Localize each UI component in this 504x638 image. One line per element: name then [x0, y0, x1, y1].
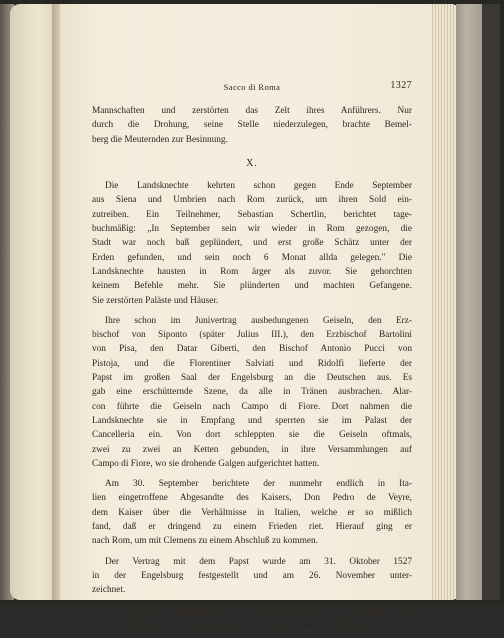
text-line: lien eingetroffene Abgesandte des Kaisers, Don Pedro de Veyre, — [92, 493, 412, 504]
text-line: Papst im großen Saal der Engelsburg an die Deutschen aus. Es — [92, 373, 412, 384]
text-line: von Pisa, den Datar Giberti, den Bischof Antonio Pucci von — [92, 344, 412, 355]
text-line: dem Kaiser über die Verhältnisse in Italien, welche er so mißlich — [92, 507, 412, 518]
cover-board — [456, 4, 482, 600]
text-line: bischof von Siponto (später Julius III.), den Erzbischof Bartolini — [92, 330, 412, 341]
text-line: Der Vertrag mit dem Papst wurde am 31. Oktober 1527 — [105, 556, 412, 567]
text-line: Stadt war noch baß geplündert, und erst große Schätz unter der — [92, 238, 412, 249]
text-line: Cancelleria ein. Von dort schleppten sie die Geiseln oftmals, — [92, 430, 412, 441]
paragraph — [92, 179, 412, 308]
page-number: 1327 — [390, 80, 412, 91]
text-line: aus Siena und Umbrien nach Rom zurück, um ihren Sold ein- — [92, 195, 412, 206]
paragraph — [92, 314, 412, 471]
page-stack-edges — [430, 4, 458, 600]
paragraph — [92, 555, 412, 598]
scan-right-margin — [482, 4, 500, 600]
paragraph — [92, 104, 412, 147]
text-line: Mannschaften und zerstörten das Zelt ihres Anführers. Nur — [92, 106, 412, 116]
text-line: con führte die Geiseln nach Campo di Fiore. Dort nahmen die — [92, 401, 412, 412]
text-block — [92, 80, 412, 638]
text-line: den Kirchenstaat zurückzugeben, unter der Bedingung seiner — [92, 619, 412, 630]
text-line: Pistoja, und die Florentiner Salviati und Ridolfi lieferte der — [92, 358, 412, 369]
text-line: Sie zerstörten Paläste und Häuser. — [92, 295, 219, 306]
text-line: Erden gefunden, und sein noch 6 Monat allda gelegen." Die — [92, 252, 412, 263]
paragraph — [92, 477, 412, 548]
text-line: durch die Drohung, seine Stelle niederzulegen, brachte Bemel- — [92, 120, 412, 131]
paragraph — [92, 604, 412, 633]
text-line: zwei zu zwei an Ketten gebunden, in ihre Versammlungen auf — [92, 444, 412, 455]
text-line: Ihre schon im Junivertrag ausbedungenen Geiseln, den Erz- — [105, 315, 412, 326]
text-line: Campo di Fiore, wo sie drohende Galgen aufgerichtet hatten. — [92, 458, 320, 469]
running-title: Sacco di Roma — [223, 82, 281, 92]
running-header — [92, 80, 412, 94]
text-line: Landsknechte hausten in Rom ärger als zuvor. Sie gehorchten — [92, 266, 412, 277]
text-line: Die Landsknechte kehrten schon gegen Ende September — [105, 181, 412, 192]
text-line: nach Rom, um mit Clemens zu einem Abschluß zu kommen. — [92, 536, 318, 547]
text-line: Der Kaiser verpflichtete sich, dem Papste die Freiheit und — [105, 605, 412, 616]
text-line: zeichnet. — [92, 585, 126, 596]
text-line: Landsknechte sie in Empfang und sperrten sie im Palast der — [92, 415, 412, 426]
text-line: gab eine erschütternde Szene, da alle in Tränen ausbrachen. Alar- — [92, 387, 412, 398]
text-line: buchmäßig: „In September sein wir wieder in Rom gezogen, die — [92, 224, 412, 235]
text-line: in der Engelsburg festgestellt und am 26. November unter- — [92, 570, 412, 581]
text-line: keinem Befehle mehr. Sie plünderten und machten Gefangene. — [92, 281, 412, 292]
section-heading: X. — [246, 157, 258, 169]
text-line: Am 30. September berichtete der nunmehr endlich in Ita- — [105, 479, 412, 490]
text-line: fand, daß er dringend zu einem Frieden riet. Hierauf ging er — [92, 522, 412, 533]
text-line: zutreiben. Ein Teilnehmer, Sebastian Schertlin, berichtet tage- — [92, 209, 412, 220]
text-line: berg die Meuternden zur Besinnung. — [92, 134, 228, 145]
